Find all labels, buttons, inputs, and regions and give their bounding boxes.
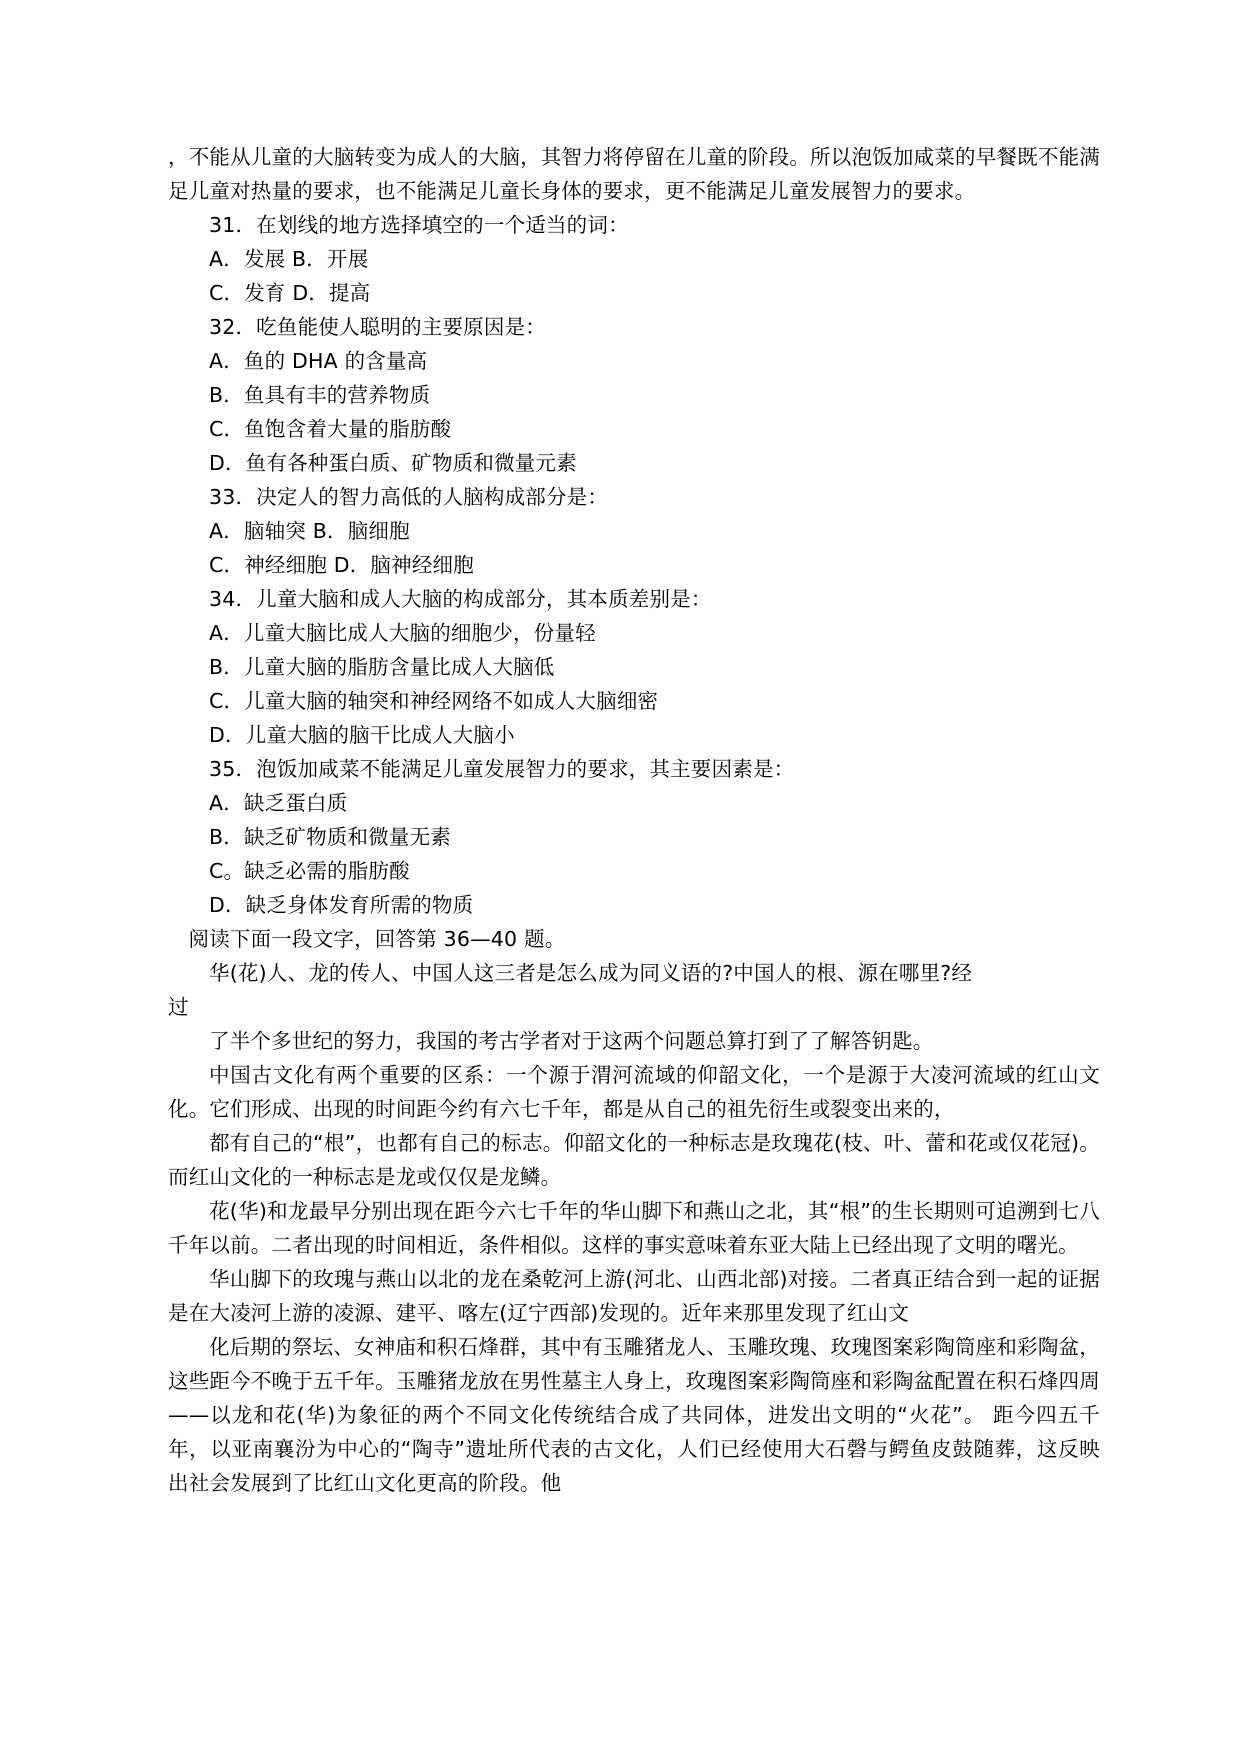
question-option: D．鱼有各种蛋白质、矿物质和微量元素 (209, 451, 577, 475)
question-block-34 (168, 582, 1100, 752)
question-option: C．发育 D．提高 (209, 281, 371, 305)
passage-paragraph: 华山脚下的玫瑰与燕山以北的龙在桑乾河上游(河北、山西北部)对接。二者真正结合到一起的证据是在大凌河上游的凌源、建平、喀左(辽宁西部)发现的。近年来那里发现了红山文 (168, 1267, 1100, 1325)
passage-paragraph: 华(花)人、龙的传人、中国人这三者是怎么成为同义语的?中国人的根、源在哪里?经 (209, 961, 973, 985)
document-body (168, 140, 1100, 1500)
question-option: C。缺乏必需的脂肪酸 (209, 859, 410, 883)
question-option: B．鱼具有丰的营养物质 (209, 383, 431, 407)
question-option: A．缺乏蛋白质 (209, 791, 348, 815)
question-stem: 33．决定人的智力高低的人脑构成部分是： (209, 485, 609, 509)
passage-paragraph: 过 (168, 995, 189, 1019)
question-option: C．鱼饱含着大量的脂肪酸 (209, 417, 452, 441)
question-option: D．儿童大脑的脑干比成人大脑小 (209, 723, 515, 747)
passage-body (168, 956, 1100, 1500)
question-stem: 35．泡饭加咸菜不能满足儿童发展智力的要求，其主要因素是： (209, 757, 795, 781)
question-option: A．发展 B．开展 (209, 247, 369, 271)
passage-paragraph: 都有自己的“根”，也都有自己的标志。仰韶文化的一种标志是玫瑰花(枝、叶、蕾和花或仅花冠)。而红山文化的一种标志是龙或仅仅是龙鳞。 (168, 1131, 1100, 1189)
passage-paragraph: 中国古文化有两个重要的区系：一个源于渭河流域的仰韶文化，一个是源于大凌河流域的红山文化。它们形成、出现的时间距今约有六七千年，都是从自己的祖先衍生或裂变出来的， (168, 1063, 1100, 1121)
question-option: A．儿童大脑比成人大脑的细胞少，份量轻 (209, 621, 596, 645)
question-option: D．缺乏身体发育所需的物质 (209, 893, 474, 917)
question-block-32 (168, 310, 1100, 480)
passage-paragraph: 化后期的祭坛、女神庙和积石烽群，其中有玉雕猪龙人、玉雕玫瑰、玫瑰图案彩陶筒座和彩陶盆，这些距今不晚于五千年。玉雕猪龙放在男性墓主人身上，玫瑰图案彩陶筒座和彩陶盆配置在积石烽四周——以龙和花(华)为象征的两个不同文化传统结合成了共同体，进发出文明的“火花”。 距今四五千年，以亚南襄汾为中心的“陶寺”遗址所代表的古文化，人们已经使用大石磬与鳄鱼皮鼓随葬，这反映出社会发展到了比红山文化更高的阶段。他 (168, 1335, 1100, 1495)
passage-paragraph: 了半个多世纪的努力，我国的考古学者对于这两个问题总算打到了了解答钥匙。 (209, 1029, 934, 1053)
question-stem: 34．儿童大脑和成人大脑的构成部分，其本质差别是： (209, 587, 712, 611)
reading-instruction: 阅读下面一段文字，回答第 36—40 题。 (188, 927, 566, 951)
question-option: C．神经细胞 D．脑神经细胞 (209, 553, 474, 577)
question-option: A．脑轴突 B．脑细胞 (209, 519, 410, 543)
question-option: B．缺乏矿物质和微量无素 (209, 825, 451, 849)
passage-paragraph: 花(华)和龙最早分别出现在距今六七千年的华山脚下和燕山之北，其“根”的生长期则可追溯到七八千年以前。二者出现的时间相近，条件相似。这样的事实意味着东亚大陆上已经出现了文明的曙光。 (168, 1199, 1100, 1257)
question-option: C．儿童大脑的轴突和神经网络不如成人大脑细密 (209, 689, 659, 713)
intro-paragraph: ，不能从儿童的大脑转变为成人的大脑，其智力将停留在儿童的阶段。所以泡饭加咸菜的早餐既不能满足儿童对热量的要求，也不能满足儿童长身体的要求，更不能满足儿童发展智力的要求。 (168, 145, 1100, 203)
question-option: A．鱼的 DHA 的含量高 (209, 349, 428, 373)
question-stem: 32．吃鱼能使人聪明的主要原因是： (209, 315, 546, 339)
question-stem: 31．在划线的地方选择填空的一个适当的词： (209, 213, 629, 237)
question-block-35 (168, 752, 1100, 922)
question-block-31 (168, 208, 1100, 310)
question-option: B．儿童大脑的脂肪含量比成人大脑低 (209, 655, 555, 679)
question-block-33 (168, 480, 1100, 582)
